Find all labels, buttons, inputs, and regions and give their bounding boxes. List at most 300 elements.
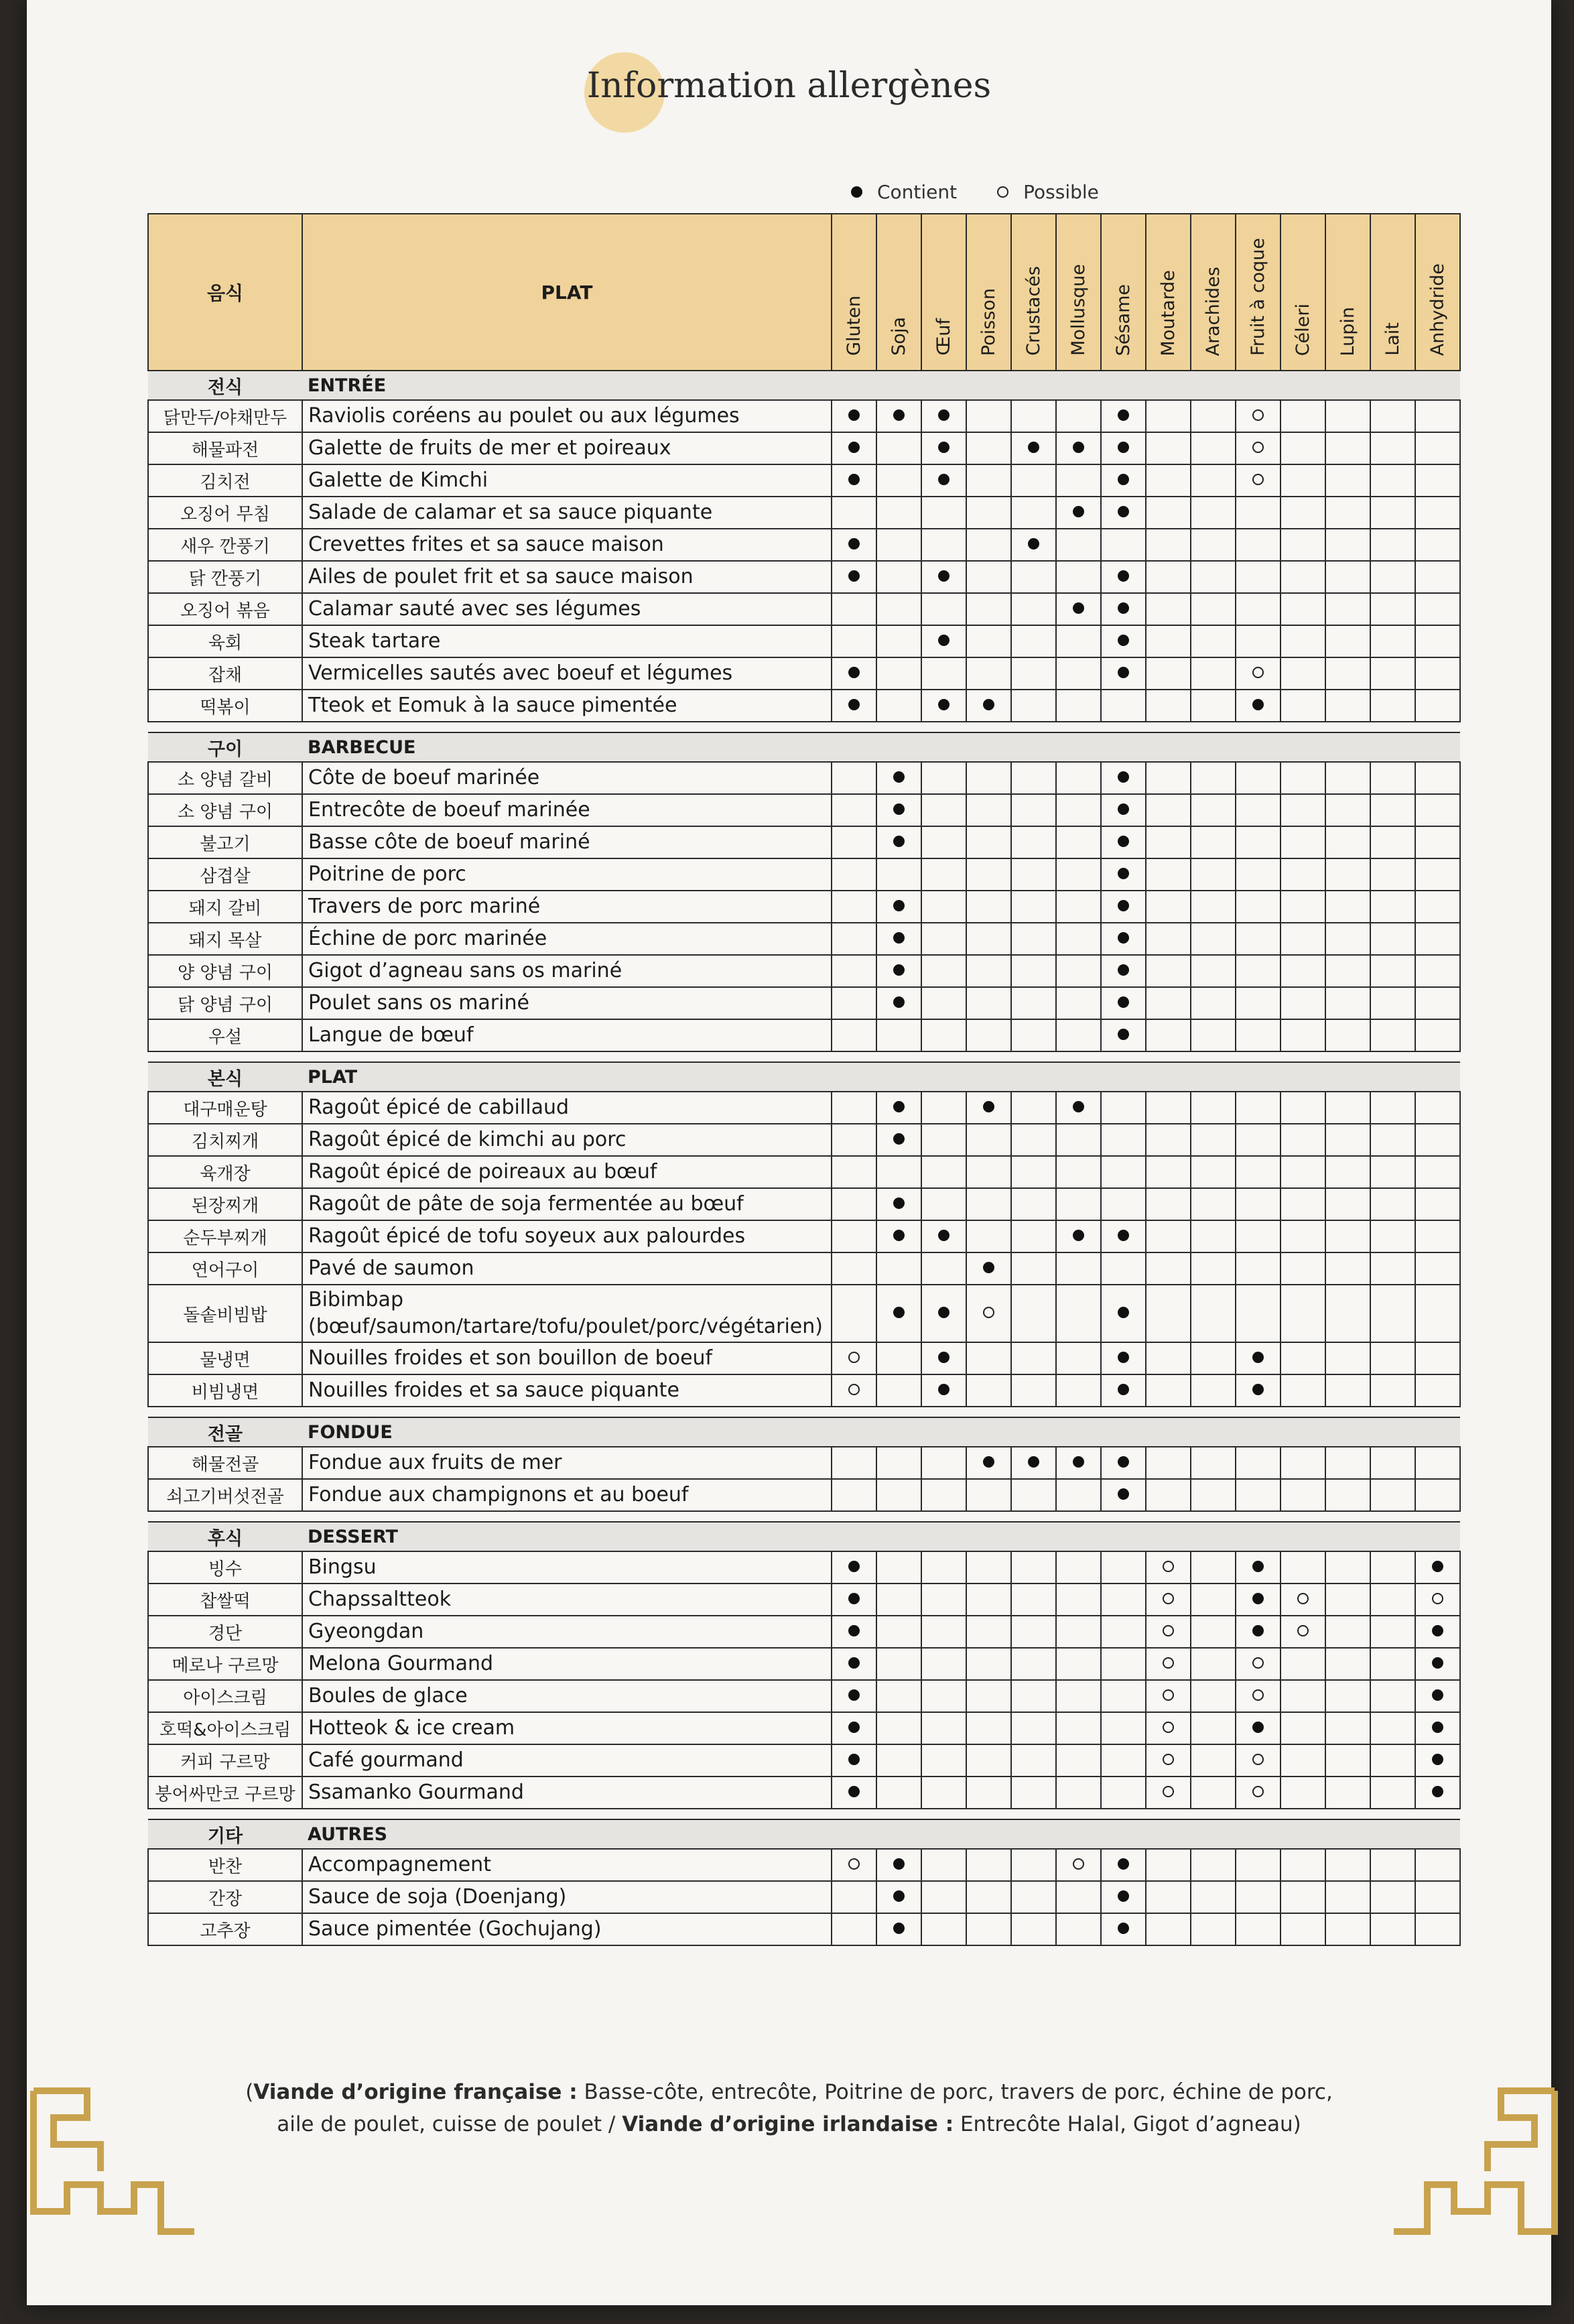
- allergen-cell-arachides: [1191, 1913, 1236, 1945]
- allergen-cell-crustaces: [1011, 1374, 1056, 1407]
- table-row: [148, 1092, 1460, 1124]
- allergen-cell-moutarde: [1146, 1479, 1191, 1511]
- allergen-cell-gluten: [832, 1188, 876, 1220]
- contains-dot-icon: [1073, 602, 1084, 614]
- allergen-cell-sesame: [1101, 1220, 1146, 1252]
- allergen-label: Gluten: [844, 296, 864, 356]
- contains-dot-icon: [938, 570, 949, 582]
- allergen-cell-celeri: [1281, 561, 1325, 593]
- allergen-cell-sesame: [1101, 690, 1146, 722]
- contains-dot-icon: [893, 900, 905, 911]
- allergen-cell-mollusque: [1056, 464, 1101, 497]
- dish-name-text: Fondue aux fruits de mer: [308, 1450, 562, 1474]
- section-title: FONDUE: [302, 1417, 1460, 1447]
- allergen-cell-lait: [1370, 1285, 1415, 1342]
- dish-name: [302, 1156, 832, 1188]
- allergen-cell-celeri: [1281, 1777, 1325, 1809]
- allergen-cell-lupin: [1325, 1220, 1370, 1252]
- dish-name-text: Ragoût épicé de tofu soyeux aux palourdes: [308, 1224, 746, 1248]
- allergen-cell-fruit-a-coque: [1236, 593, 1281, 625]
- allergen-cell-soja: [876, 987, 921, 1019]
- allergen-cell-poisson: [966, 1712, 1011, 1744]
- allergen-cell-anhydride: [1415, 625, 1460, 657]
- allergen-cell-moutarde: [1146, 891, 1191, 923]
- allergen-cell-moutarde: [1146, 497, 1191, 529]
- allergen-cell-gluten: [832, 987, 876, 1019]
- allergen-cell-arachides: [1191, 1551, 1236, 1584]
- allergen-cell-lait: [1370, 1019, 1415, 1051]
- allergen-cell-gluten: [832, 1285, 876, 1342]
- contains-dot-icon: [893, 964, 905, 976]
- allergen-cell-fruit-a-coque: [1236, 529, 1281, 561]
- allergen-cell-lupin: [1325, 1881, 1370, 1913]
- allergen-cell-lait: [1370, 593, 1415, 625]
- allergen-cell-mollusque: [1056, 987, 1101, 1019]
- allergen-cell-soja: [876, 1252, 921, 1285]
- allergen-cell-lupin: [1325, 1342, 1370, 1374]
- allergen-cell-moutarde: [1146, 593, 1191, 625]
- allergen-cell-soja: [876, 657, 921, 690]
- section-korean: 전골: [148, 1417, 302, 1447]
- contains-dot-icon: [1118, 868, 1129, 879]
- header-allergen-sesame: [1101, 214, 1146, 371]
- allergen-cell-crustaces: [1011, 858, 1056, 891]
- allergen-cell-anhydride: [1415, 826, 1460, 858]
- header-plat: PLAT: [302, 214, 832, 371]
- allergen-cell-oeuf: [921, 1342, 966, 1374]
- dish-korean: 호떡&아이스크림: [148, 1712, 302, 1744]
- allergen-cell-crustaces: [1011, 794, 1056, 826]
- allergen-cell-anhydride: [1415, 529, 1460, 561]
- allergen-cell-moutarde: [1146, 794, 1191, 826]
- section-spacer: [148, 1511, 1460, 1522]
- allergen-cell-gluten: [832, 657, 876, 690]
- header-allergen-mollusque: [1056, 214, 1101, 371]
- contains-dot-icon: [938, 1384, 949, 1395]
- section-header-plat: [148, 1062, 1460, 1092]
- allergen-cell-mollusque: [1056, 1680, 1101, 1712]
- allergen-cell-oeuf: [921, 1124, 966, 1156]
- allergen-cell-arachides: [1191, 1881, 1236, 1913]
- header-korean: 음식: [148, 214, 302, 371]
- possible-dot-icon: [1432, 1593, 1443, 1604]
- allergen-cell-lupin: [1325, 1777, 1370, 1809]
- dish-name: [302, 1342, 832, 1374]
- allergen-cell-arachides: [1191, 625, 1236, 657]
- allergen-cell-arachides: [1191, 987, 1236, 1019]
- allergen-cell-lait: [1370, 1479, 1415, 1511]
- contains-dot-icon: [1028, 1456, 1039, 1468]
- allergen-cell-gluten: [832, 1777, 876, 1809]
- allergen-cell-arachides: [1191, 1680, 1236, 1712]
- contains-dot-icon: [1118, 570, 1129, 582]
- allergen-cell-fruit-a-coque: [1236, 1252, 1281, 1285]
- contains-dot-icon: [848, 1689, 860, 1701]
- dish-name-text: Gigot d’agneau sans os mariné: [308, 958, 622, 982]
- contains-dot-icon: [893, 409, 905, 421]
- dish-korean: 김치찌개: [148, 1124, 302, 1156]
- dish-name: [302, 1019, 832, 1051]
- allergen-cell-arachides: [1191, 1849, 1236, 1881]
- allergen-cell-oeuf: [921, 497, 966, 529]
- section-header-barbecue: [148, 732, 1460, 762]
- contains-dot-icon: [1118, 635, 1129, 646]
- dish-name: [302, 1849, 832, 1881]
- possible-dot-icon: [848, 1858, 860, 1870]
- allergen-cell-gluten: [832, 1913, 876, 1945]
- dish-name-text: Salade de calamar et sa sauce piquante: [308, 500, 713, 524]
- dish-name: [302, 561, 832, 593]
- dish-korean: 불고기: [148, 826, 302, 858]
- allergen-cell-arachides: [1191, 657, 1236, 690]
- allergen-cell-poisson: [966, 561, 1011, 593]
- allergen-label: Poisson: [978, 287, 999, 356]
- dish-korean: 소 양념 구이: [148, 794, 302, 826]
- table-row: [148, 1188, 1460, 1220]
- dish-name: [302, 826, 832, 858]
- allergen-cell-oeuf: [921, 400, 966, 432]
- allergen-cell-anhydride: [1415, 1019, 1460, 1051]
- dish-korean: 떡볶이: [148, 690, 302, 722]
- dish-name-text: Boules de glace: [308, 1683, 468, 1707]
- allergen-cell-celeri: [1281, 1648, 1325, 1680]
- allergen-cell-lait: [1370, 1712, 1415, 1744]
- allergen-cell-celeri: [1281, 690, 1325, 722]
- allergen-cell-lait: [1370, 1551, 1415, 1584]
- allergen-cell-celeri: [1281, 1680, 1325, 1712]
- table-row: [148, 987, 1460, 1019]
- dish-name-text: Ailes de poulet frit et sa sauce maison: [308, 564, 694, 588]
- allergen-cell-sesame: [1101, 1188, 1146, 1220]
- allergen-cell-crustaces: [1011, 1584, 1056, 1616]
- allergen-cell-gluten: [832, 1252, 876, 1285]
- table-row: [148, 464, 1460, 497]
- allergen-cell-crustaces: [1011, 891, 1056, 923]
- allergen-cell-poisson: [966, 529, 1011, 561]
- allergen-cell-mollusque: [1056, 1616, 1101, 1648]
- allergen-cell-lupin: [1325, 1156, 1370, 1188]
- dish-name: [302, 955, 832, 987]
- header-allergen-crustaces: [1011, 214, 1056, 371]
- allergen-cell-poisson: [966, 1680, 1011, 1712]
- dish-korean: 찹쌀떡: [148, 1584, 302, 1616]
- allergen-cell-anhydride: [1415, 1913, 1460, 1945]
- allergen-cell-anhydride: [1415, 762, 1460, 794]
- allergen-cell-anhydride: [1415, 1744, 1460, 1777]
- contains-dot-icon: [1073, 442, 1084, 453]
- allergen-cell-mollusque: [1056, 1285, 1101, 1342]
- allergen-cell-oeuf: [921, 561, 966, 593]
- allergen-cell-mollusque: [1056, 1551, 1101, 1584]
- allergen-cell-gluten: [832, 400, 876, 432]
- allergen-cell-sesame: [1101, 593, 1146, 625]
- contains-dot-icon: [1118, 1230, 1129, 1241]
- allergen-cell-poisson: [966, 1092, 1011, 1124]
- contains-dot-icon: [1073, 1230, 1084, 1241]
- allergen-cell-mollusque: [1056, 1648, 1101, 1680]
- allergen-cell-mollusque: [1056, 690, 1101, 722]
- allergen-cell-sesame: [1101, 400, 1146, 432]
- allergen-cell-celeri: [1281, 1124, 1325, 1156]
- dish-name-text: Basse côte de boeuf mariné: [308, 830, 590, 854]
- section-title: AUTRES: [302, 1819, 1460, 1849]
- allergen-cell-moutarde: [1146, 1712, 1191, 1744]
- allergen-cell-lupin: [1325, 1680, 1370, 1712]
- contains-dot-icon: [1432, 1625, 1443, 1636]
- allergen-cell-lait: [1370, 625, 1415, 657]
- allergen-cell-sesame: [1101, 1479, 1146, 1511]
- contains-dot-icon: [1432, 1754, 1443, 1765]
- allergen-cell-gluten: [832, 1744, 876, 1777]
- contains-dot-icon: [848, 667, 860, 678]
- allergen-cell-soja: [876, 955, 921, 987]
- allergen-cell-fruit-a-coque: [1236, 1777, 1281, 1809]
- dish-korean: 새우 깐풍기: [148, 529, 302, 561]
- allergen-label: Anhydride: [1427, 263, 1448, 356]
- allergen-cell-arachides: [1191, 432, 1236, 464]
- allergen-cell-lupin: [1325, 955, 1370, 987]
- allergen-cell-arachides: [1191, 593, 1236, 625]
- allergen-cell-fruit-a-coque: [1236, 1680, 1281, 1712]
- allergen-cell-arachides: [1191, 858, 1236, 891]
- allergen-cell-crustaces: [1011, 497, 1056, 529]
- table-row: [148, 1156, 1460, 1188]
- dish-name: [302, 1680, 832, 1712]
- allergen-cell-soja: [876, 1285, 921, 1342]
- allergen-cell-sesame: [1101, 1092, 1146, 1124]
- dish-korean: 우설: [148, 1019, 302, 1051]
- possible-dot-icon: [1163, 1754, 1174, 1765]
- table-row: [148, 432, 1460, 464]
- allergen-cell-fruit-a-coque: [1236, 657, 1281, 690]
- legend: [851, 181, 1099, 203]
- allergen-cell-moutarde: [1146, 1220, 1191, 1252]
- allergen-cell-anhydride: [1415, 657, 1460, 690]
- dish-name: [302, 1374, 832, 1407]
- allergen-cell-lupin: [1325, 625, 1370, 657]
- allergen-cell-sesame: [1101, 1584, 1146, 1616]
- allergen-cell-fruit-a-coque: [1236, 400, 1281, 432]
- section-title: PLAT: [302, 1062, 1460, 1092]
- allergen-cell-fruit-a-coque: [1236, 561, 1281, 593]
- allergen-cell-gluten: [832, 690, 876, 722]
- table-row: [148, 529, 1460, 561]
- dish-name-text: Hotteok & ice cream: [308, 1716, 515, 1740]
- allergen-cell-sesame: [1101, 1849, 1146, 1881]
- dish-korean: 반찬: [148, 1849, 302, 1881]
- allergen-cell-arachides: [1191, 464, 1236, 497]
- allergen-cell-oeuf: [921, 891, 966, 923]
- allergen-cell-soja: [876, 891, 921, 923]
- dish-korean: 닭 양념 구이: [148, 987, 302, 1019]
- allergen-cell-moutarde: [1146, 1285, 1191, 1342]
- allergen-cell-crustaces: [1011, 1648, 1056, 1680]
- allergen-cell-sesame: [1101, 1913, 1146, 1945]
- allergen-cell-moutarde: [1146, 1374, 1191, 1407]
- dish-korean: 양 양념 구이: [148, 955, 302, 987]
- page-title: Information allergènes: [586, 66, 992, 106]
- table-row: [148, 593, 1460, 625]
- allergen-cell-poisson: [966, 891, 1011, 923]
- contains-dot-icon: [1118, 1456, 1129, 1468]
- table-row: [148, 1374, 1460, 1407]
- allergen-cell-crustaces: [1011, 1252, 1056, 1285]
- allergen-cell-arachides: [1191, 1648, 1236, 1680]
- allergen-cell-fruit-a-coque: [1236, 1188, 1281, 1220]
- allergen-cell-lait: [1370, 1220, 1415, 1252]
- legend-contains: [851, 181, 957, 203]
- allergen-cell-gluten: [832, 625, 876, 657]
- allergen-cell-anhydride: [1415, 1124, 1460, 1156]
- allergen-cell-celeri: [1281, 593, 1325, 625]
- allergen-cell-lait: [1370, 1188, 1415, 1220]
- dish-name-detail: (bœuf/saumon/tartare/tofu/poulet/porc/végétarien): [308, 1315, 823, 1338]
- allergen-cell-oeuf: [921, 690, 966, 722]
- dish-name: [302, 1220, 832, 1252]
- possible-dot-icon: [1163, 1786, 1174, 1797]
- allergen-cell-lait: [1370, 923, 1415, 955]
- table-row: [148, 923, 1460, 955]
- possible-dot-icon: [848, 1352, 860, 1363]
- contains-dot-icon: [893, 932, 905, 944]
- footnote-open: (: [245, 2080, 254, 2104]
- contains-dot-icon: [983, 1262, 994, 1273]
- allergen-cell-moutarde: [1146, 955, 1191, 987]
- allergen-cell-fruit-a-coque: [1236, 891, 1281, 923]
- allergen-cell-crustaces: [1011, 955, 1056, 987]
- allergen-cell-soja: [876, 1124, 921, 1156]
- contains-dot-icon: [1118, 1384, 1129, 1395]
- allergen-cell-moutarde: [1146, 690, 1191, 722]
- allergen-cell-moutarde: [1146, 987, 1191, 1019]
- allergen-cell-oeuf: [921, 1019, 966, 1051]
- allergen-cell-lupin: [1325, 987, 1370, 1019]
- allergen-cell-lupin: [1325, 1019, 1370, 1051]
- allergen-cell-sesame: [1101, 858, 1146, 891]
- allergen-cell-oeuf: [921, 464, 966, 497]
- allergen-cell-sesame: [1101, 794, 1146, 826]
- allergen-cell-poisson: [966, 400, 1011, 432]
- allergen-cell-sesame: [1101, 1156, 1146, 1188]
- contains-dot-icon: [1118, 667, 1129, 678]
- allergen-cell-soja: [876, 1374, 921, 1407]
- allergen-cell-arachides: [1191, 1092, 1236, 1124]
- dish-name-text: Langue de bœuf: [308, 1023, 474, 1047]
- allergen-cell-crustaces: [1011, 826, 1056, 858]
- legend-contains-label: Contient: [877, 181, 958, 203]
- contains-dot-icon: [1118, 1890, 1129, 1902]
- dish-name-text: Nouilles froides et sa sauce piquante: [308, 1378, 679, 1402]
- allergen-cell-soja: [876, 561, 921, 593]
- table-row: [148, 497, 1460, 529]
- allergen-cell-crustaces: [1011, 1285, 1056, 1342]
- allergen-cell-lupin: [1325, 1744, 1370, 1777]
- dish-name-text: Ragoût épicé de kimchi au porc: [308, 1127, 627, 1151]
- dish-name-text: Galette de Kimchi: [308, 468, 488, 492]
- allergen-cell-anhydride: [1415, 1712, 1460, 1744]
- allergen-cell-anhydride: [1415, 432, 1460, 464]
- allergen-cell-soja: [876, 923, 921, 955]
- allergen-cell-fruit-a-coque: [1236, 497, 1281, 529]
- allergen-cell-sesame: [1101, 1285, 1146, 1342]
- allergen-cell-crustaces: [1011, 1712, 1056, 1744]
- possible-dot-icon: [1252, 442, 1264, 453]
- allergen-cell-moutarde: [1146, 1680, 1191, 1712]
- section-title: BARBECUE: [302, 732, 1460, 762]
- allergen-cell-celeri: [1281, 1913, 1325, 1945]
- dish-name: [302, 1479, 832, 1511]
- allergen-cell-lait: [1370, 464, 1415, 497]
- allergen-cell-lait: [1370, 400, 1415, 432]
- allergen-cell-sesame: [1101, 1252, 1146, 1285]
- allergen-cell-sesame: [1101, 891, 1146, 923]
- contains-dot-icon: [848, 570, 860, 582]
- allergen-cell-poisson: [966, 690, 1011, 722]
- allergen-cell-lait: [1370, 657, 1415, 690]
- allergen-label: Sésame: [1113, 283, 1134, 356]
- dish-name-text: Poulet sans os mariné: [308, 990, 529, 1015]
- dish-korean: 닭 깐풍기: [148, 561, 302, 593]
- allergen-cell-crustaces: [1011, 1447, 1056, 1479]
- allergen-cell-arachides: [1191, 1019, 1236, 1051]
- allergen-cell-oeuf: [921, 1648, 966, 1680]
- allergen-cell-moutarde: [1146, 762, 1191, 794]
- dish-name-text: Échine de porc marinée: [308, 926, 547, 950]
- allergen-cell-lait: [1370, 1124, 1415, 1156]
- table-row: [148, 1584, 1460, 1616]
- corner-ornament-left-icon: [27, 2077, 201, 2252]
- allergen-cell-sesame: [1101, 1551, 1146, 1584]
- allergen-cell-anhydride: [1415, 1252, 1460, 1285]
- contains-dot-icon: [1073, 1456, 1084, 1468]
- allergen-cell-moutarde: [1146, 432, 1191, 464]
- allergen-cell-gluten: [832, 1712, 876, 1744]
- allergen-cell-lupin: [1325, 858, 1370, 891]
- allergen-cell-poisson: [966, 1881, 1011, 1913]
- allergen-cell-oeuf: [921, 987, 966, 1019]
- allergen-cell-crustaces: [1011, 1019, 1056, 1051]
- dish-name-text: Pavé de saumon: [308, 1256, 474, 1280]
- dish-name: [302, 891, 832, 923]
- allergen-cell-celeri: [1281, 1156, 1325, 1188]
- allergen-label: Crustacés: [1023, 266, 1044, 356]
- allergen-cell-lait: [1370, 826, 1415, 858]
- dish-name-text: Ragoût épicé de cabillaud: [308, 1095, 570, 1119]
- allergen-table: [147, 213, 1461, 1946]
- allergen-cell-fruit-a-coque: [1236, 1092, 1281, 1124]
- allergen-cell-celeri: [1281, 762, 1325, 794]
- dish-name: [302, 1092, 832, 1124]
- dish-korean: 해물파전: [148, 432, 302, 464]
- section-spacer: [148, 1407, 1460, 1417]
- allergen-label: Lait: [1382, 322, 1403, 356]
- header-allergen-oeuf: [921, 214, 966, 371]
- allergen-cell-gluten: [832, 1092, 876, 1124]
- allergen-cell-anhydride: [1415, 1342, 1460, 1374]
- contains-dot-icon: [983, 1456, 994, 1468]
- allergen-cell-poisson: [966, 1447, 1011, 1479]
- allergen-cell-mollusque: [1056, 826, 1101, 858]
- legend-possible: [997, 181, 1099, 203]
- allergen-cell-arachides: [1191, 1584, 1236, 1616]
- allergen-cell-mollusque: [1056, 1374, 1101, 1407]
- allergen-cell-poisson: [966, 1849, 1011, 1881]
- allergen-cell-sesame: [1101, 1680, 1146, 1712]
- allergen-cell-lupin: [1325, 1447, 1370, 1479]
- allergen-cell-poisson: [966, 1551, 1011, 1584]
- allergen-cell-oeuf: [921, 1584, 966, 1616]
- allergen-cell-gluten: [832, 858, 876, 891]
